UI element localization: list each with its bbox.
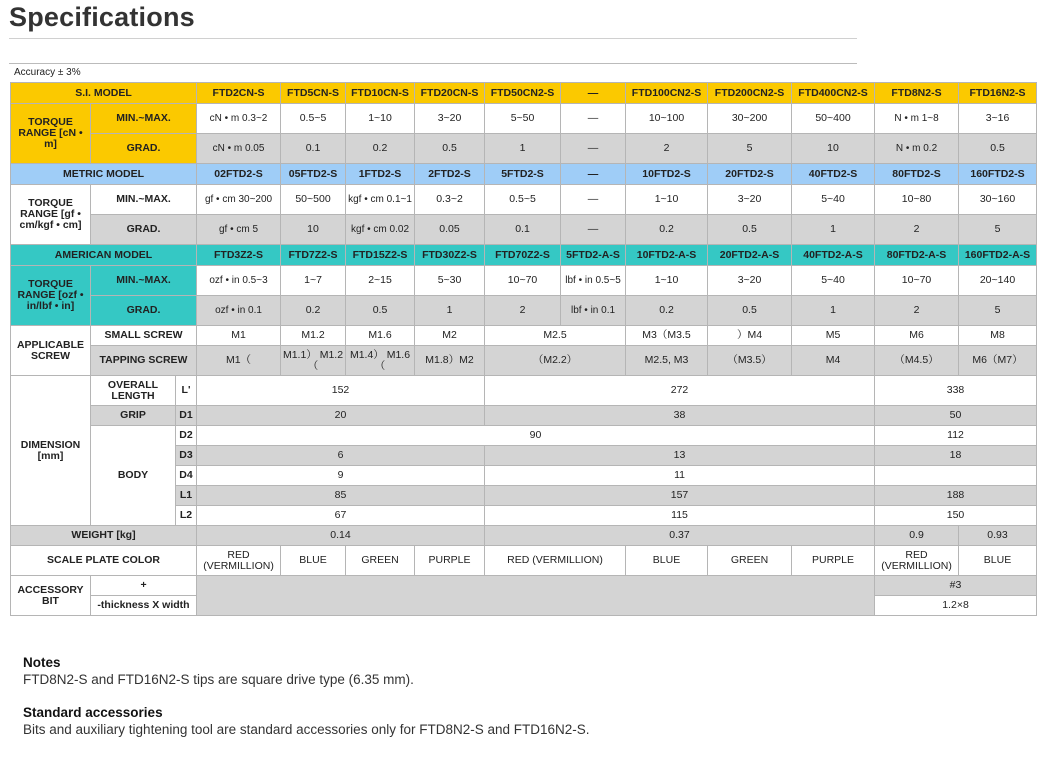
value-cell: 30~200 [708,104,792,134]
value-cell: M1.2 [281,326,346,346]
american-grad-row [11,296,1037,326]
value-cell: 10~70 [485,266,561,296]
grad-label: GRAD. [91,215,197,245]
american-minmax-row [11,266,1037,296]
value-cell: 10 [281,215,346,245]
dim-code: D2 [176,426,197,446]
value-cell: lbf • in 0.5~5 [561,266,626,296]
value-cell: 1 [485,134,561,164]
value-cell: 1~10 [346,104,415,134]
model-cell: 10FTD2-A-S [626,245,708,266]
value-cell: 0.9 [875,526,959,546]
value-cell: 10~70 [875,266,959,296]
value-cell: 11 [485,466,875,486]
value-cell: 0.1 [485,215,561,245]
value-cell: 5~30 [415,266,485,296]
american-torque-range-label: TORQUE RANGE [ozf • in/lbf • in] [11,266,91,326]
notes-text: FTD8N2-S and FTD16N2-S tips are square drive type (6.35 mm). [23,672,414,687]
value-cell: 150 [875,506,1037,526]
value-cell: 5~50 [485,104,561,134]
value-cell: 10 [792,134,875,164]
value-cell: 3~20 [415,104,485,134]
overall-length-row [11,376,1037,406]
value-cell: M1.6 [346,326,415,346]
accessory-bit-label: ACCESSORY BIT [11,576,91,616]
model-cell: 1FTD2-S [346,164,415,185]
value-cell: 3~16 [959,104,1037,134]
grad-label: GRAD. [91,296,197,326]
value-cell: 5 [959,296,1037,326]
dim-code: D4 [176,466,197,486]
value-cell: N • m 1~8 [875,104,959,134]
value-cell: 30~160 [959,185,1037,215]
value-cell: 1 [792,215,875,245]
accessory-plus-label: + [91,576,197,596]
model-cell: FTD2CN-S [197,83,281,104]
accessory-plus-row [11,576,1037,596]
tapping-screw-row [11,346,1037,376]
value-cell: 50~500 [281,185,346,215]
value-cell: gf • cm 30~200 [197,185,281,215]
model-cell: 40FTD2-S [792,164,875,185]
model-cell: FTD400CN2-S [792,83,875,104]
model-cell: 80FTD2-A-S [875,245,959,266]
value-cell: BLUE [626,546,708,576]
value-cell: M2.5 [485,326,626,346]
small-screw-row [11,326,1037,346]
minmax-label: MIN.~MAX. [91,185,197,215]
model-cell: FTD3Z2-S [197,245,281,266]
value-cell: M2 [415,326,485,346]
value-cell: PURPLE [415,546,485,576]
value-cell: 2 [485,296,561,326]
value-cell: （M4.5） [875,346,959,376]
value-cell: 188 [875,486,1037,506]
model-cell: FTD16N2-S [959,83,1037,104]
accessory-empty-block [197,576,875,616]
value-cell: 3~20 [708,185,792,215]
model-cell: FTD7Z2-S [281,245,346,266]
value-cell: GREEN [708,546,792,576]
metric-model-row [11,164,1037,185]
value-cell: M1.1） M1.2（ [281,346,346,376]
value-cell: 1~7 [281,266,346,296]
value-cell: RED (VERMILLION) [485,546,626,576]
minmax-label: MIN.~MAX. [91,104,197,134]
value-cell: 1 [792,296,875,326]
value-cell: N • m 0.2 [875,134,959,164]
value-cell: 2 [875,215,959,245]
title-divider [9,38,857,39]
value-cell: ozf • in 0.5~3 [197,266,281,296]
si-grad-row [11,134,1037,164]
value-cell: GREEN [346,546,415,576]
value-cell: 1~10 [626,266,708,296]
value-cell: 2~15 [346,266,415,296]
page-title: Specifications [9,2,195,32]
value-cell: 0.93 [959,526,1037,546]
minmax-label: MIN.~MAX. [91,266,197,296]
overall-length-label: OVERALL LENGTH [91,376,176,406]
metric-grad-row [11,215,1037,245]
dim-code: D3 [176,446,197,466]
value-cell: ozf • in 0.1 [197,296,281,326]
value-cell: 6 [197,446,485,466]
model-cell: — [561,83,626,104]
dimension-label: DIMENSION [mm] [11,376,91,526]
value-cell: 272 [485,376,875,406]
value-cell: M1.4） M1.6（ [346,346,415,376]
value-cell: 0.2 [626,296,708,326]
value-cell: 0.2 [626,215,708,245]
model-cell: FTD20CN-S [415,83,485,104]
dim-code: L' [176,376,197,406]
specifications-table [10,82,1037,616]
value-cell: 5 [959,215,1037,245]
value-cell: 1~10 [626,185,708,215]
value-cell: M1 [197,326,281,346]
si-torque-range-label: TORQUE RANGE [cN • m] [11,104,91,164]
value-cell: 0.2 [346,134,415,164]
d2-row [11,426,1037,446]
dim-code: D1 [176,406,197,426]
value-cell: M2.5, M3 [626,346,708,376]
value-cell: M6 [875,326,959,346]
value-cell: cN • m 0.3~2 [197,104,281,134]
value-cell: 0.2 [281,296,346,326]
si-minmax-row [11,104,1037,134]
model-cell: 160FTD2-A-S [959,245,1037,266]
model-cell: FTD100CN2-S [626,83,708,104]
model-cell: FTD30Z2-S [415,245,485,266]
dim-code: L1 [176,486,197,506]
value-cell: M1.8）M2 [415,346,485,376]
value-cell: PURPLE [792,546,875,576]
model-cell: 2FTD2-S [415,164,485,185]
value-cell: M6（M7） [959,346,1037,376]
value-cell: M8 [959,326,1037,346]
metric-torque-range-label: TORQUE RANGE [gf • cm/kgf • cm] [11,185,91,245]
value-cell: 0.5 [708,215,792,245]
value-cell: cN • m 0.05 [197,134,281,164]
value-cell: 2 [626,134,708,164]
notes-section [23,654,590,738]
value-cell: 0.5 [346,296,415,326]
standard-accessories-text: Bits and auxiliary tightening tool are standard accessories only for FTD8N2-S and FTD16N2-S. [23,722,590,737]
value-cell: gf • cm 5 [197,215,281,245]
tapping-screw-label: TAPPING SCREW [91,346,197,376]
notes-heading: Notes [23,655,61,670]
american-model-header: AMERICAN MODEL [11,245,197,266]
model-cell: FTD8N2-S [875,83,959,104]
value-cell: 0.1 [281,134,346,164]
value-cell: 0.5 [959,134,1037,164]
model-cell: FTD50CN2-S [485,83,561,104]
value-cell: 5 [708,134,792,164]
value-cell: 2 [875,296,959,326]
value-cell: 50 [875,406,1037,426]
value-cell: ）M4 [708,326,792,346]
model-cell: 160FTD2-S [959,164,1037,185]
value-cell: 20~140 [959,266,1037,296]
model-cell: 20FTD2-A-S [708,245,792,266]
scale-plate-label: SCALE PLATE COLOR [11,546,197,576]
model-cell: 40FTD2-A-S [792,245,875,266]
value-cell: #3 [875,576,1037,596]
value-cell: 3~20 [708,266,792,296]
value-cell: 0.5 [415,134,485,164]
model-cell: 5FTD2-A-S [561,245,626,266]
value-cell: 90 [197,426,875,446]
value-cell: M3（M3.5 [626,326,708,346]
weight-row [11,526,1037,546]
small-screw-label: SMALL SCREW [91,326,197,346]
model-cell: FTD70Z2-S [485,245,561,266]
value-cell: 0.05 [415,215,485,245]
model-cell: FTD200CN2-S [708,83,792,104]
si-model-header: S.I. MODEL [11,83,197,104]
value-cell: 13 [485,446,875,466]
value-cell: （M2.2） [485,346,626,376]
value-cell: （M3.5） [708,346,792,376]
standard-accessories-heading: Standard accessories [23,705,163,720]
value-cell: 0.14 [197,526,485,546]
model-cell: FTD15Z2-S [346,245,415,266]
value-cell: 0.3~2 [415,185,485,215]
value-cell: 0.5 [708,296,792,326]
value-cell: — [561,215,626,245]
value-cell: kgf • cm 0.1~1 [346,185,415,215]
model-cell: 05FTD2-S [281,164,346,185]
accessory-thickness-label: -thickness X width [91,596,197,616]
value-cell: 112 [875,426,1037,446]
value-cell: 1 [415,296,485,326]
weight-label: WEIGHT [kg] [11,526,197,546]
value-cell: 157 [485,486,875,506]
value-cell: RED (VERMILLION) [875,546,959,576]
model-cell: 5FTD2-S [485,164,561,185]
empty-cell [875,466,1037,486]
model-cell: 10FTD2-S [626,164,708,185]
value-cell: kgf • cm 0.02 [346,215,415,245]
value-cell: — [561,134,626,164]
value-cell: 115 [485,506,875,526]
applicable-screw-label: APPLICABLE SCREW [11,326,91,376]
value-cell: 10~100 [626,104,708,134]
value-cell: 1.2×8 [875,596,1037,616]
model-cell: — [561,164,626,185]
model-cell: 02FTD2-S [197,164,281,185]
value-cell: RED (VERMILLION) [197,546,281,576]
metric-model-header: METRIC MODEL [11,164,197,185]
model-cell: 80FTD2-S [875,164,959,185]
american-model-row [11,245,1037,266]
si-model-row [11,83,1037,104]
model-cell: FTD5CN-S [281,83,346,104]
value-cell: M4 [792,346,875,376]
value-cell: — [561,185,626,215]
value-cell: 38 [485,406,875,426]
table-top-divider [9,63,857,64]
value-cell: 20 [197,406,485,426]
value-cell: 10~80 [875,185,959,215]
scale-plate-row [11,546,1037,576]
value-cell: M1（ [197,346,281,376]
value-cell: lbf • in 0.1 [561,296,626,326]
value-cell: 67 [197,506,485,526]
value-cell: 0.5~5 [281,104,346,134]
value-cell: 18 [875,446,1037,466]
grad-label: GRAD. [91,134,197,164]
value-cell: 152 [197,376,485,406]
value-cell: 0.5~5 [485,185,561,215]
value-cell: — [561,104,626,134]
value-cell: 0.37 [485,526,875,546]
value-cell: 85 [197,486,485,506]
body-label: BODY [91,426,176,526]
value-cell: 338 [875,376,1037,406]
value-cell: 5~40 [792,266,875,296]
metric-minmax-row [11,185,1037,215]
model-cell: 20FTD2-S [708,164,792,185]
value-cell: 5~40 [792,185,875,215]
model-cell: FTD10CN-S [346,83,415,104]
grip-label: GRIP [91,406,176,426]
value-cell: 9 [197,466,485,486]
value-cell: BLUE [281,546,346,576]
value-cell: M5 [792,326,875,346]
value-cell: 50~400 [792,104,875,134]
accuracy-note: Accuracy ± 3% [14,67,81,78]
dim-code: L2 [176,506,197,526]
value-cell: BLUE [959,546,1037,576]
grip-row [11,406,1037,426]
